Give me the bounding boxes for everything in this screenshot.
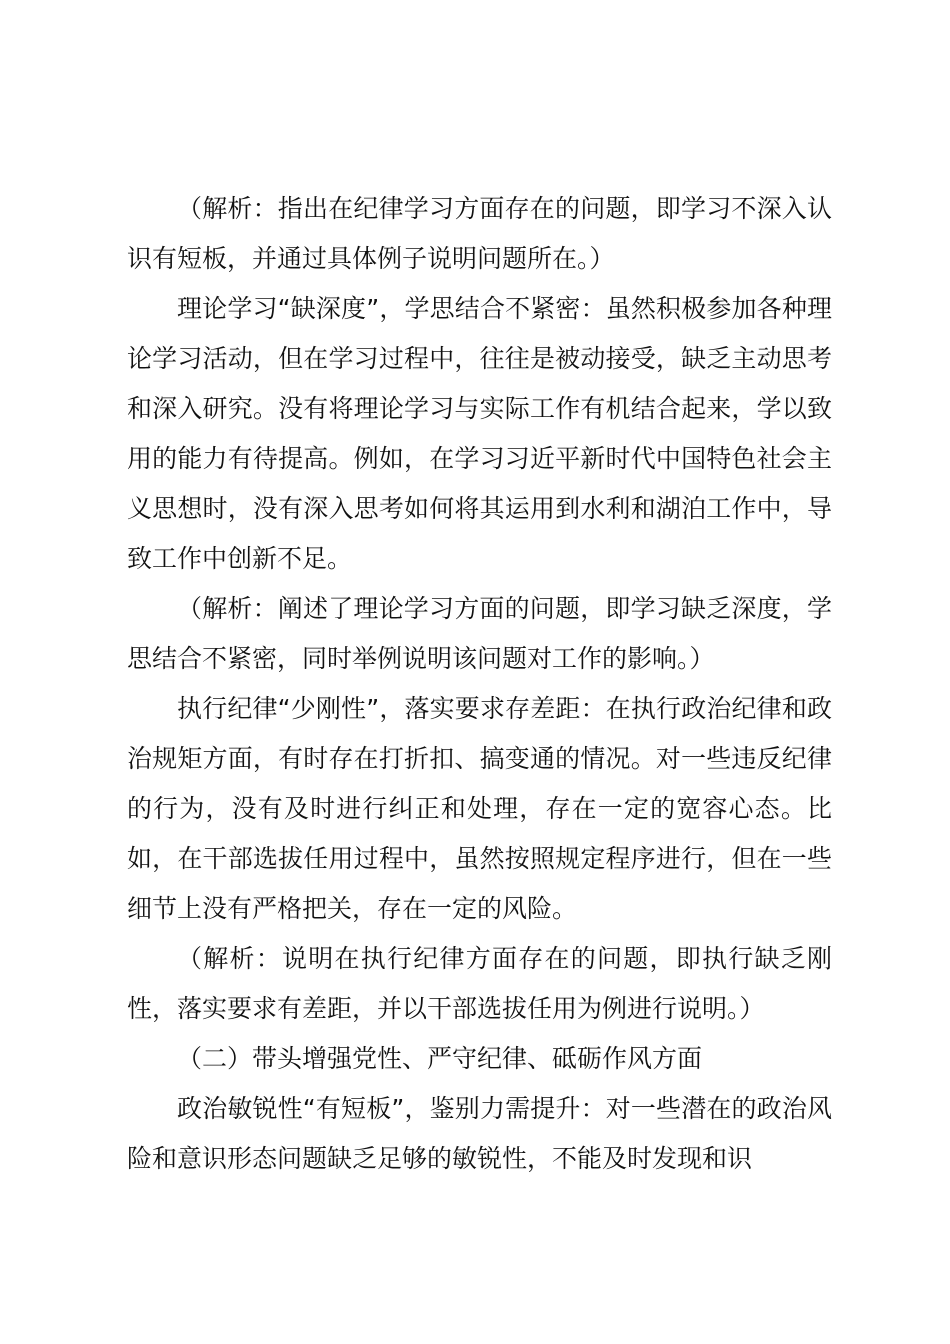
- paragraph-theory-study-depth: 理论学习“缺深度”，学思结合不紧密：虽然积极参加各种理论学习活动，但在学习过程中，往往是被动接受，缺乏主动思考和深入研究。没有将理论学习与实际工作有机结合起来，学以致用的能力有待提高。例如，在学习习近平新时代中国特色社会主义思想时，没有深入思考如何将其运用到水利和湖泊工作中，导致工作中创新不足。: [127, 294, 832, 573]
- paragraph-analysis-discipline-study: （解析：指出在纪律学习方面存在的问题，即学习不深入认识有短板，并通过具体例子说明问题所在。）: [127, 194, 832, 273]
- document-body: [127, 184, 832, 1184]
- paragraph-discipline-enforcement: 执行纪律“少刚性”，落实要求存差距：在执行政治纪律和政治规矩方面，有时存在打折扣、搞变通的情况。对一些违反纪律的行为，没有及时进行纠正和处理，存在一定的宽容心态。比如，在干部选拔任用过程中，虽然按照规定程序进行，但在一些细节上没有严格把关，存在一定的风险。: [127, 694, 832, 923]
- paragraph-analysis-discipline-enforcement: （解析：说明在执行纪律方面存在的问题，即执行缺乏刚性，落实要求有差距，并以干部选拔任用为例进行说明。）: [127, 944, 832, 1023]
- paragraph-political-sensitivity: 政治敏锐性“有短板”，鉴别力需提升：对一些潜在的政治风险和意识形态问题缺乏足够的敏锐性，不能及时发现和识: [127, 1094, 832, 1173]
- paragraph-analysis-theory-study: （解析：阐述了理论学习方面的问题，即学习缺乏深度，学思结合不紧密，同时举例说明该问题对工作的影响。）: [127, 594, 832, 673]
- section-heading-party-spirit: （二）带头增强党性、严守纪律、砥砺作风方面: [177, 1044, 703, 1073]
